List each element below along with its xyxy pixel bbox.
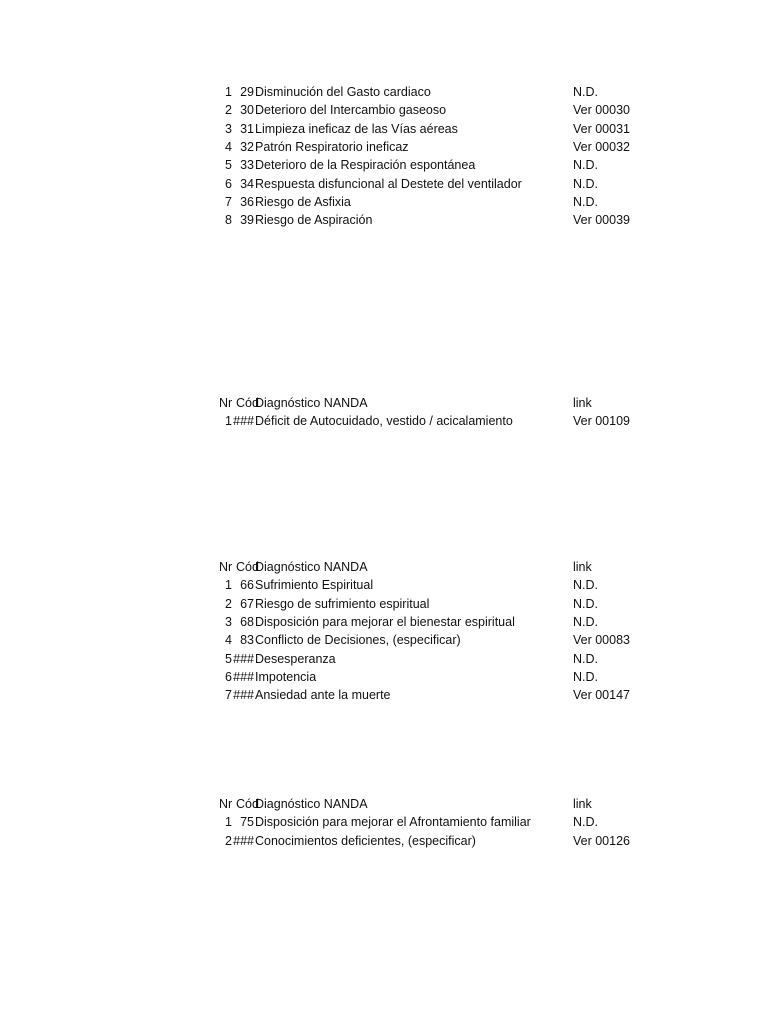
row-link: Ver 00032 xyxy=(573,139,630,154)
row-number: 2 xyxy=(225,833,232,848)
table-row xyxy=(0,156,768,174)
row-code: 67 xyxy=(240,596,254,611)
row-link: N.D. xyxy=(573,651,598,666)
row-number: 2 xyxy=(225,596,232,611)
table-row xyxy=(0,595,768,613)
table-row xyxy=(0,211,768,229)
table-row xyxy=(0,832,768,850)
row-code: 68 xyxy=(240,614,254,629)
row-code: ### xyxy=(233,833,254,848)
table-row xyxy=(0,193,768,211)
row-number: 6 xyxy=(225,176,232,191)
table-row xyxy=(0,576,768,594)
table-row xyxy=(0,120,768,138)
table-header xyxy=(0,558,768,576)
table-row xyxy=(0,650,768,668)
row-number: 1 xyxy=(225,578,232,593)
row-number: 3 xyxy=(225,614,232,629)
row-link: N.D. xyxy=(573,596,598,611)
table-row xyxy=(0,101,768,119)
header-cod: Cód xyxy=(236,560,259,574)
row-diagnosis: Disposición para mejorar el Afrontamiento familiar xyxy=(255,815,531,830)
row-link: N.D. xyxy=(573,669,598,684)
table-header xyxy=(0,394,768,412)
row-link: Ver 00126 xyxy=(573,833,630,848)
row-diagnosis: Deterioro de la Respiración espontánea xyxy=(255,158,476,173)
row-number: 1 xyxy=(225,85,232,99)
table-row xyxy=(0,175,768,193)
row-code: 66 xyxy=(240,578,254,593)
row-number: 1 xyxy=(225,414,232,429)
row-number: 1 xyxy=(225,815,232,830)
header-link: link xyxy=(573,560,592,574)
row-link: N.D. xyxy=(573,176,598,191)
table-row xyxy=(0,412,768,430)
row-code: 36 xyxy=(240,194,254,209)
row-diagnosis: Conocimientos deficientes, (especificar) xyxy=(255,833,476,848)
row-code: 30 xyxy=(240,103,254,118)
row-code: 39 xyxy=(240,213,254,228)
row-link: N.D. xyxy=(573,578,598,593)
row-number: 5 xyxy=(225,158,232,173)
row-diagnosis: Riesgo de sufrimiento espiritual xyxy=(255,596,430,611)
row-code: 34 xyxy=(240,176,254,191)
table-row xyxy=(0,83,768,101)
row-number: 6 xyxy=(225,669,232,684)
table-row xyxy=(0,686,768,704)
row-number: 4 xyxy=(225,633,232,648)
row-link: N.D. xyxy=(573,194,598,209)
table-row xyxy=(0,613,768,631)
row-diagnosis: Disposición para mejorar el bienestar espiritual xyxy=(255,614,515,629)
row-number: 3 xyxy=(225,121,232,136)
row-code: ### xyxy=(233,651,254,666)
row-diagnosis: Déficit de Autocuidado, vestido / acicalamiento xyxy=(255,414,513,429)
row-link: Ver 00031 xyxy=(573,121,630,136)
header-diagnosis: Diagnóstico NANDA xyxy=(255,560,368,574)
row-diagnosis: Ansiedad ante la muerte xyxy=(255,688,391,703)
header-link: link xyxy=(573,396,592,410)
row-diagnosis: Patrón Respiratorio ineficaz xyxy=(255,139,409,154)
row-diagnosis: Sufrimiento Espiritual xyxy=(255,578,374,593)
table-row xyxy=(0,138,768,156)
row-link: Ver 00109 xyxy=(573,414,630,429)
header-nr: Nr xyxy=(219,797,233,811)
row-code: 75 xyxy=(240,815,254,830)
table-row xyxy=(0,631,768,649)
row-code: ### xyxy=(233,414,254,429)
header-diagnosis: Diagnóstico NANDA xyxy=(255,396,368,410)
header-cod: Cód xyxy=(236,797,259,811)
row-link: N.D. xyxy=(573,158,598,173)
row-code: 32 xyxy=(240,139,254,154)
table-row xyxy=(0,668,768,686)
row-number: 4 xyxy=(225,139,232,154)
header-nr: Nr xyxy=(219,560,233,574)
row-diagnosis: Respuesta disfuncional al Destete del ventilador xyxy=(255,176,522,191)
row-number: 7 xyxy=(225,194,232,209)
row-diagnosis: Impotencia xyxy=(255,669,317,684)
row-link: Ver 00039 xyxy=(573,213,630,228)
row-diagnosis: Riesgo de Aspiración xyxy=(255,213,373,228)
row-number: 5 xyxy=(225,651,232,666)
row-link: Ver 00030 xyxy=(573,103,630,118)
row-number: 7 xyxy=(225,688,232,703)
row-link: N.D. xyxy=(573,614,598,629)
row-diagnosis: Desesperanza xyxy=(255,651,336,666)
header-cod: Cód xyxy=(236,396,259,410)
row-diagnosis: Limpieza ineficaz de las Vías aéreas xyxy=(255,121,458,136)
row-diagnosis: Riesgo de Asfixia xyxy=(255,194,351,209)
row-code: 29 xyxy=(240,85,254,99)
row-diagnosis: Disminución del Gasto cardiaco xyxy=(255,85,431,99)
header-link: link xyxy=(573,797,592,811)
row-code: 33 xyxy=(240,158,254,173)
row-diagnosis: Conflicto de Decisiones, (especificar) xyxy=(255,633,461,648)
row-link: Ver 00083 xyxy=(573,633,630,648)
row-code: 83 xyxy=(240,633,254,648)
row-number: 2 xyxy=(225,103,232,118)
table-header xyxy=(0,795,768,813)
header-nr: Nr xyxy=(219,396,233,410)
row-diagnosis: Deterioro del Intercambio gaseoso xyxy=(255,103,447,118)
row-link: N.D. xyxy=(573,815,598,830)
row-code: ### xyxy=(233,669,254,684)
row-link: Ver 00147 xyxy=(573,688,630,703)
row-code: 31 xyxy=(240,121,254,136)
header-diagnosis: Diagnóstico NANDA xyxy=(255,797,368,811)
row-code: ### xyxy=(233,688,254,703)
table-row xyxy=(0,813,768,831)
row-number: 8 xyxy=(225,213,232,228)
row-link: N.D. xyxy=(573,85,598,99)
